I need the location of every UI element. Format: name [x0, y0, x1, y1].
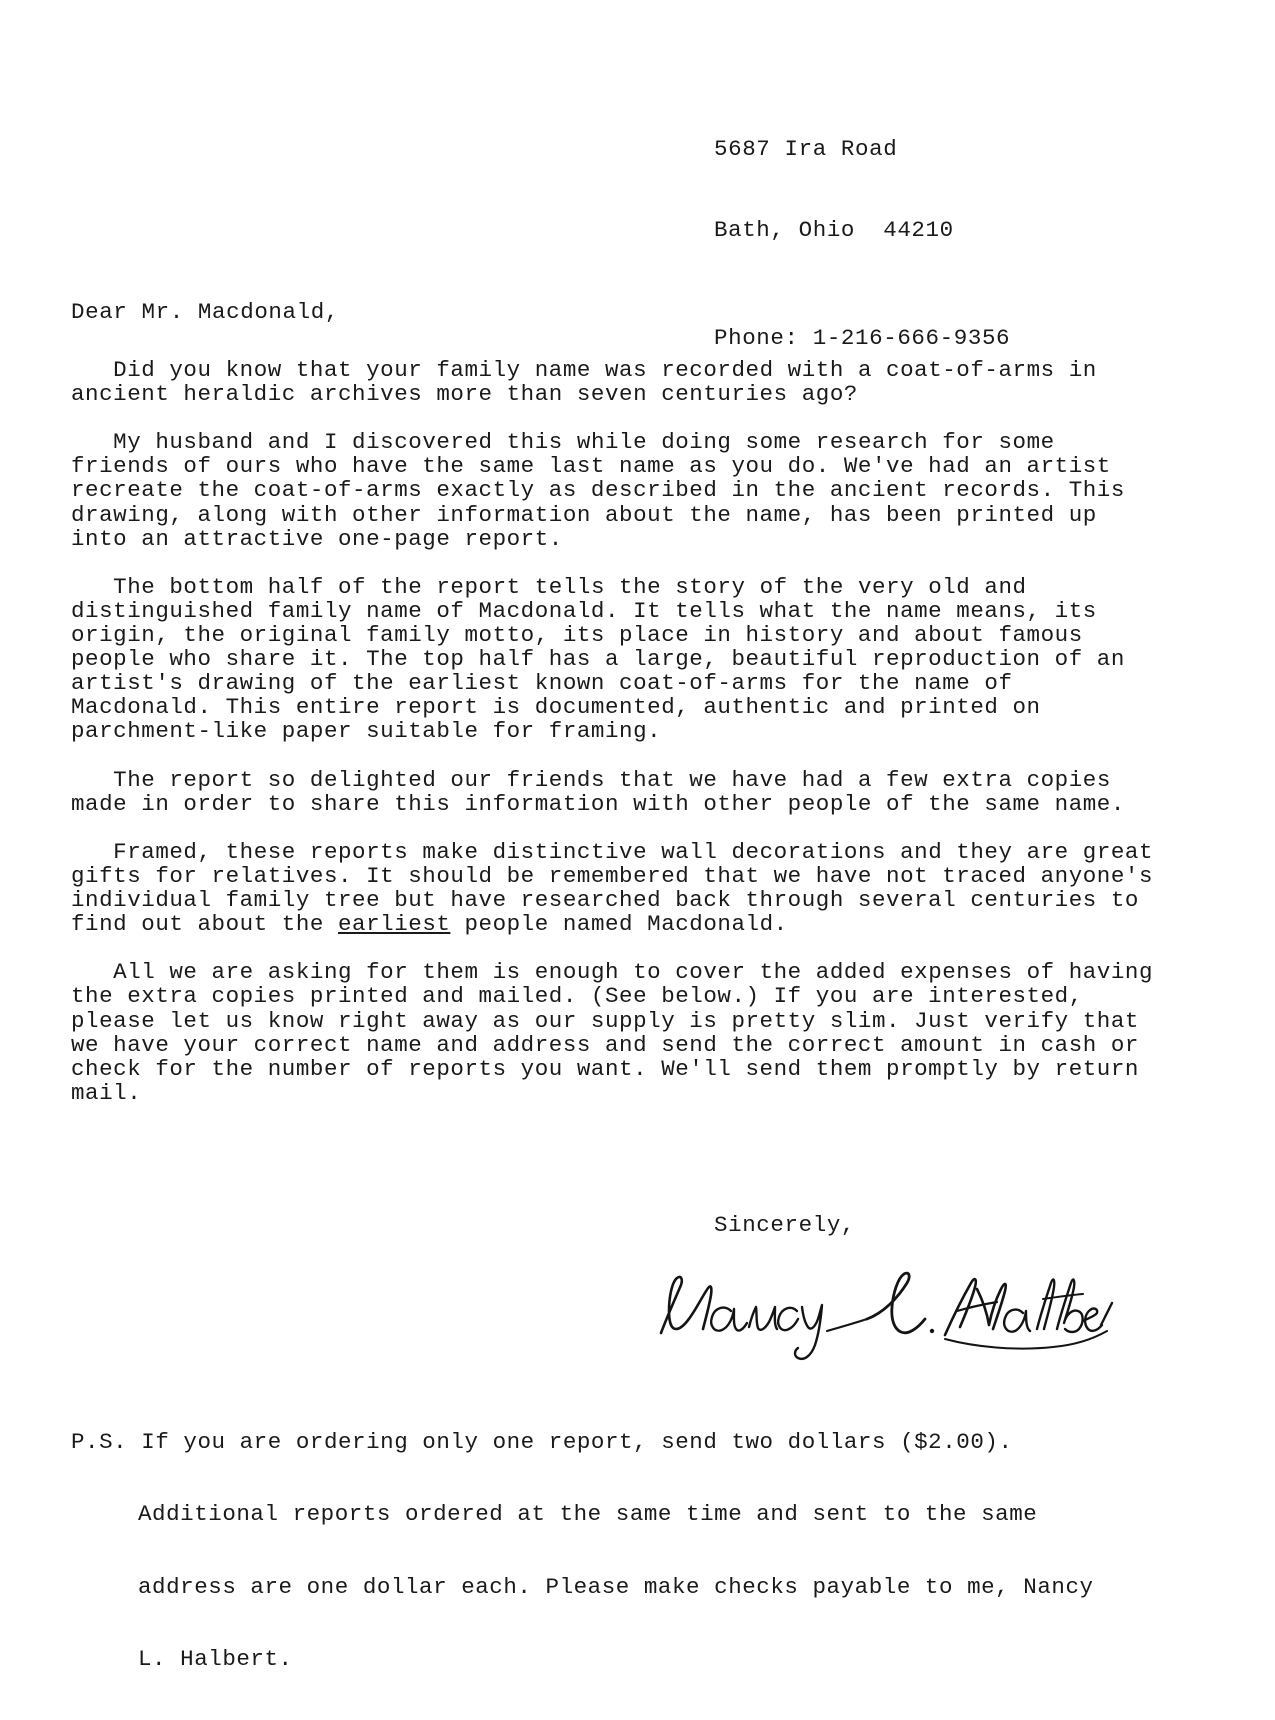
postscript-line-2: Additional reports ordered at the same time and sent to the same	[138, 1501, 1038, 1528]
body-paragraph-1: Did you know that your family name was recorded with a coat-of-arms in ancient heraldic archives more than seven centuries ago?	[71, 357, 1111, 408]
body-paragraph-4: The report so delighted our friends that we have had a few extra copies made in order to share this information with other people of the same name.	[71, 766, 1125, 817]
paragraph-text-before-underline: Framed, these reports make distinctive wall decorations and they are great gifts for relatives. It should be remembered that we have not traced anyone's individual family tree but have researched back through several centuries to find out about the	[71, 838, 1168, 938]
signature-nancy-l-halbert	[645, 1255, 1115, 1375]
body-paragraph-5-with-underline	[71, 838, 1168, 938]
letterhead-street: 5687 Ira Road	[714, 136, 898, 162]
underlined-word-earliest: earliest	[338, 911, 451, 938]
salutation: Dear Mr. Macdonald,	[71, 299, 339, 325]
letter-body	[71, 357, 1168, 1106]
body-paragraph-3: The bottom half of the report tells the story of the very old and distinguished family name of Macdonald. It tells what the name means, its origin, the original family motto, its place in history and about famous people who share it. The top half has a large, beautiful reproduction of an artist's drawing of the earliest known coat-of-arms for the name of Macdonald. This entire report is documented, authentic and printed on parchment-like paper suitable for framing.	[71, 573, 1139, 745]
postscript-line-3: address are one dollar each. Please make checks payable to me, Nancy	[138, 1573, 1094, 1600]
closing-salutation: Sincerely,	[714, 1212, 856, 1238]
postscript-line-4: L. Halbert.	[138, 1646, 293, 1673]
postscript-line-1: P.S. If you are ordering only one report, send two dollars ($2.00).	[71, 1429, 1013, 1456]
body-paragraph-6: All we are asking for them is enough to cover the added expenses of having the extra copies printed and mailed. (See below.) If you are interested, please let us know right away as our supply is pretty slim. Just verify that we have your correct name and address and send the correct amount in cash or check for the number of reports you want. We'll send them promptly by return mail.	[71, 959, 1168, 1106]
letterhead-phone: Phone: 1-216-666-9356	[714, 325, 1011, 351]
body-paragraph-2: My husband and I discovered this while doing some research for some friends of ours who have the same last name as you do. We've had an artist recreate the coat-of-arms exactly as described in the ancient records. This drawing, along with other information about the name, has been printed up into an attractive one-page report.	[71, 429, 1139, 552]
paragraph-text-after-underline: people named Macdonald.	[450, 911, 788, 938]
letterhead-city-state-zip: Bath, Ohio 44210	[714, 217, 954, 243]
postscript	[71, 1382, 1161, 1719]
